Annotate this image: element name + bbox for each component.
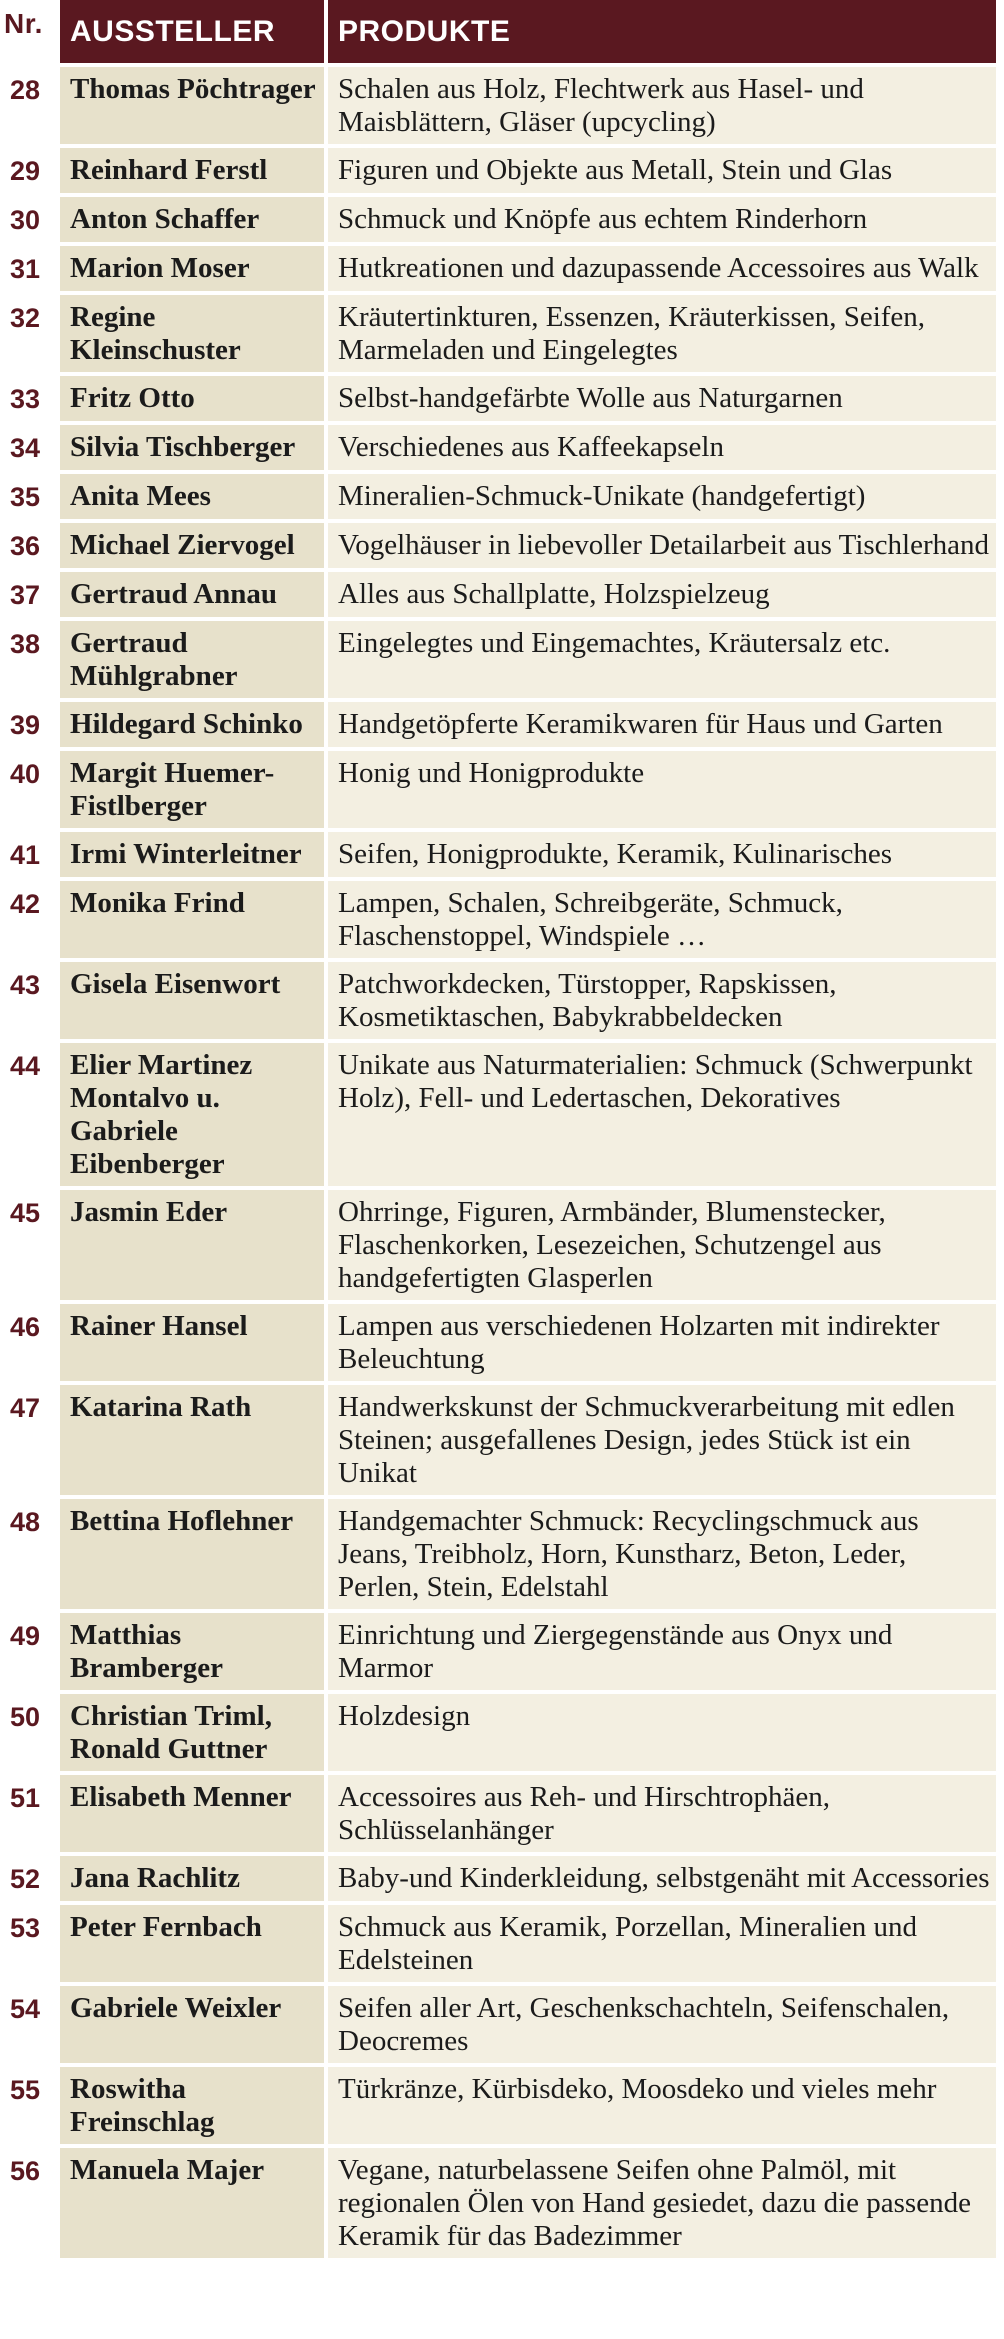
- table-row: [0, 751, 1004, 832]
- row-spacer: [996, 474, 1004, 523]
- row-number: 29: [0, 148, 60, 197]
- row-spacer: [996, 621, 1004, 702]
- product-description: Hutkreationen und dazupassende Accessoires aus Walk: [328, 246, 996, 295]
- product-description: Kräutertinkturen, Essenzen, Kräuterkissen, Seifen, Marmeladen und Eingelegtes: [328, 295, 996, 376]
- row-spacer: [996, 246, 1004, 295]
- table-row: [0, 1385, 1004, 1499]
- row-number: 49: [0, 1613, 60, 1694]
- product-description: Honig und Honigprodukte: [328, 751, 996, 832]
- table-row: [0, 197, 1004, 246]
- row-spacer: [996, 376, 1004, 425]
- table-row: [0, 1499, 1004, 1613]
- table-row: [0, 1986, 1004, 2067]
- product-description: Seifen, Honigprodukte, Keramik, Kulinarisches: [328, 832, 996, 881]
- row-number: 35: [0, 474, 60, 523]
- row-spacer: [996, 1905, 1004, 1986]
- exhibitor-name: Michael Ziervogel: [60, 523, 328, 572]
- row-spacer: [996, 1304, 1004, 1385]
- table-row: [0, 1905, 1004, 1986]
- row-number: 34: [0, 425, 60, 474]
- product-description: Handwerkskunst der Schmuckverarbeitung mit edlen Steinen; ausgefallenes Design, jedes Stück ist ein Unikat: [328, 1385, 996, 1499]
- exhibitor-name: Gabriele Weixler: [60, 1986, 328, 2067]
- table-row: [0, 1613, 1004, 1694]
- row-number: 47: [0, 1385, 60, 1499]
- exhibitor-name: Rainer Hansel: [60, 1304, 328, 1385]
- product-description: Lampen, Schalen, Schreibgeräte, Schmuck, Flaschenstoppel, Windspiele …: [328, 881, 996, 962]
- row-number: 38: [0, 621, 60, 702]
- exhibitor-name: Gertraud Annau: [60, 572, 328, 621]
- table-row: [0, 962, 1004, 1043]
- exhibitor-name: Monika Frind: [60, 881, 328, 962]
- product-description: Figuren und Objekte aus Metall, Stein und Glas: [328, 148, 996, 197]
- product-description: Seifen aller Art, Geschenkschachteln, Seifenschalen, Deocremes: [328, 1986, 996, 2067]
- table-row: [0, 572, 1004, 621]
- exhibitor-name: Manuela Majer: [60, 2148, 328, 2262]
- table-row: [0, 1694, 1004, 1775]
- row-spacer: [996, 962, 1004, 1043]
- exhibitor-name: Reinhard Ferstl: [60, 148, 328, 197]
- product-description: Holzdesign: [328, 1694, 996, 1775]
- table-header: [0, 0, 1004, 67]
- header-exhibitor: AUSSTELLER: [60, 0, 328, 67]
- exhibitor-name: Katarina Rath: [60, 1385, 328, 1499]
- row-number: 40: [0, 751, 60, 832]
- row-number: 43: [0, 962, 60, 1043]
- header-nr: Nr.: [0, 0, 60, 67]
- table-row: [0, 2067, 1004, 2148]
- exhibitor-name: Bettina Hoflehner: [60, 1499, 328, 1613]
- exhibitor-name: Thomas Pöchtrager: [60, 67, 328, 148]
- table-row: [0, 295, 1004, 376]
- product-description: Unikate aus Naturmaterialien: Schmuck (Schwerpunkt Holz), Fell- und Ledertaschen, Dekoratives: [328, 1043, 996, 1190]
- table-row: [0, 832, 1004, 881]
- exhibitor-name: Elier Martinez Montalvo u. Gabriele Eibenberger: [60, 1043, 328, 1190]
- exhibitor-name: Irmi Winterleitner: [60, 832, 328, 881]
- table-row: [0, 148, 1004, 197]
- product-description: Handgemachter Schmuck: Recyclingschmuck aus Jeans, Treibholz, Horn, Kunstharz, Beton, Leder, Perlen, Stein, Edelstahl: [328, 1499, 996, 1613]
- row-number: 56: [0, 2148, 60, 2262]
- row-spacer: [996, 197, 1004, 246]
- exhibitor-name: Marion Moser: [60, 246, 328, 295]
- row-number: 55: [0, 2067, 60, 2148]
- exhibitor-name: Anita Mees: [60, 474, 328, 523]
- row-spacer: [996, 1986, 1004, 2067]
- product-description: Lampen aus verschiedenen Holzarten mit indirekter Beleuchtung: [328, 1304, 996, 1385]
- row-spacer: [996, 1043, 1004, 1190]
- exhibitor-name: Anton Schaffer: [60, 197, 328, 246]
- exhibitor-name: Peter Fernbach: [60, 1905, 328, 1986]
- product-description: Schmuck und Knöpfe aus echtem Rinderhorn: [328, 197, 996, 246]
- table-row: [0, 702, 1004, 751]
- exhibitor-name: Elisabeth Menner: [60, 1775, 328, 1856]
- row-number: 36: [0, 523, 60, 572]
- row-number: 42: [0, 881, 60, 962]
- exhibitor-name: Gisela Eisenwort: [60, 962, 328, 1043]
- product-description: Schmuck aus Keramik, Porzellan, Mineralien und Edelsteinen: [328, 1905, 996, 1986]
- row-spacer: [996, 1694, 1004, 1775]
- row-number: 44: [0, 1043, 60, 1190]
- product-description: Verschiedenes aus Kaffeekapseln: [328, 425, 996, 474]
- table-row: [0, 1775, 1004, 1856]
- product-description: Selbst-handgefärbte Wolle aus Naturgarnen: [328, 376, 996, 425]
- table-row: [0, 246, 1004, 295]
- product-description: Accessoires aus Reh- und Hirschtrophäen, Schlüsselanhänger: [328, 1775, 996, 1856]
- table-row: [0, 2148, 1004, 2262]
- exhibitor-name: Matthias Bramberger: [60, 1613, 328, 1694]
- table-row: [0, 425, 1004, 474]
- header-row: [0, 0, 1004, 67]
- row-spacer: [996, 148, 1004, 197]
- row-spacer: [996, 1775, 1004, 1856]
- row-number: 53: [0, 1905, 60, 1986]
- row-spacer: [996, 751, 1004, 832]
- table-row: [0, 523, 1004, 572]
- row-spacer: [996, 523, 1004, 572]
- row-spacer: [996, 2067, 1004, 2148]
- table-row: [0, 621, 1004, 702]
- header-products: PRODUKTE: [328, 0, 996, 67]
- row-number: 31: [0, 246, 60, 295]
- row-number: 46: [0, 1304, 60, 1385]
- row-spacer: [996, 702, 1004, 751]
- row-number: 30: [0, 197, 60, 246]
- table-row: [0, 376, 1004, 425]
- product-description: Alles aus Schallplatte, Holzspielzeug: [328, 572, 996, 621]
- row-number: 28: [0, 67, 60, 148]
- table-row: [0, 474, 1004, 523]
- exhibitor-name: Margit Huemer-Fistlberger: [60, 751, 328, 832]
- exhibitor-name: Jasmin Eder: [60, 1190, 328, 1304]
- row-number: 52: [0, 1856, 60, 1905]
- table-row: [0, 1043, 1004, 1190]
- product-description: Schalen aus Holz, Flechtwerk aus Hasel- und Maisblättern, Gläser (upcycling): [328, 67, 996, 148]
- row-number: 50: [0, 1694, 60, 1775]
- row-spacer: [996, 1499, 1004, 1613]
- table-row: [0, 1190, 1004, 1304]
- product-description: Mineralien-Schmuck-Unikate (handgefertigt): [328, 474, 996, 523]
- exhibitor-name: Jana Rachlitz: [60, 1856, 328, 1905]
- row-number: 39: [0, 702, 60, 751]
- row-number: 51: [0, 1775, 60, 1856]
- row-spacer: [996, 1190, 1004, 1304]
- row-spacer: [996, 67, 1004, 148]
- product-description: Türkränze, Kürbisdeko, Moosdeko und vieles mehr: [328, 2067, 996, 2148]
- product-description: Baby-und Kinderkleidung, selbstgenäht mit Accessories: [328, 1856, 996, 1905]
- product-description: Ohrringe, Figuren, Armbänder, Blumenstecker, Flaschenkorken, Lesezeichen, Schutzengel aus handgefertigten Glasperlen: [328, 1190, 996, 1304]
- row-spacer: [996, 295, 1004, 376]
- product-description: Vogelhäuser in liebevoller Detailarbeit aus Tischlerhand: [328, 523, 996, 572]
- row-number: 33: [0, 376, 60, 425]
- row-spacer: [996, 1856, 1004, 1905]
- row-spacer: [996, 425, 1004, 474]
- exhibitor-name: Gertraud Mühlgrabner: [60, 621, 328, 702]
- row-number: 37: [0, 572, 60, 621]
- product-description: Handgetöpferte Keramikwaren für Haus und Garten: [328, 702, 996, 751]
- row-spacer: [996, 1385, 1004, 1499]
- table-row: [0, 1856, 1004, 1905]
- exhibitor-name: Fritz Otto: [60, 376, 328, 425]
- exhibitor-name: Regine Kleinschuster: [60, 295, 328, 376]
- row-number: 45: [0, 1190, 60, 1304]
- row-spacer: [996, 832, 1004, 881]
- product-description: Patchworkdecken, Türstopper, Rapskissen, Kosmetiktaschen, Babykrabbeldecken: [328, 962, 996, 1043]
- table-body: [0, 67, 1004, 2262]
- row-spacer: [996, 2148, 1004, 2262]
- header-spacer: [996, 0, 1004, 67]
- table-row: [0, 881, 1004, 962]
- row-spacer: [996, 881, 1004, 962]
- product-description: Eingelegtes und Eingemachtes, Kräutersalz etc.: [328, 621, 996, 702]
- row-number: 48: [0, 1499, 60, 1613]
- row-spacer: [996, 572, 1004, 621]
- row-number: 32: [0, 295, 60, 376]
- exhibitor-name: Silvia Tischberger: [60, 425, 328, 474]
- exhibitor-name: Roswitha Freinschlag: [60, 2067, 328, 2148]
- row-number: 54: [0, 1986, 60, 2067]
- product-description: Einrichtung und Ziergegenstände aus Onyx und Marmor: [328, 1613, 996, 1694]
- product-description: Vegane, naturbelassene Seifen ohne Palmöl, mit regionalen Ölen von Hand gesiedet, dazu die passende Keramik für das Badezimmer: [328, 2148, 996, 2262]
- table-row: [0, 67, 1004, 148]
- row-number: 41: [0, 832, 60, 881]
- table-row: [0, 1304, 1004, 1385]
- exhibitor-name: Christian Triml, Ronald Guttner: [60, 1694, 328, 1775]
- exhibitor-name: Hildegard Schinko: [60, 702, 328, 751]
- row-spacer: [996, 1613, 1004, 1694]
